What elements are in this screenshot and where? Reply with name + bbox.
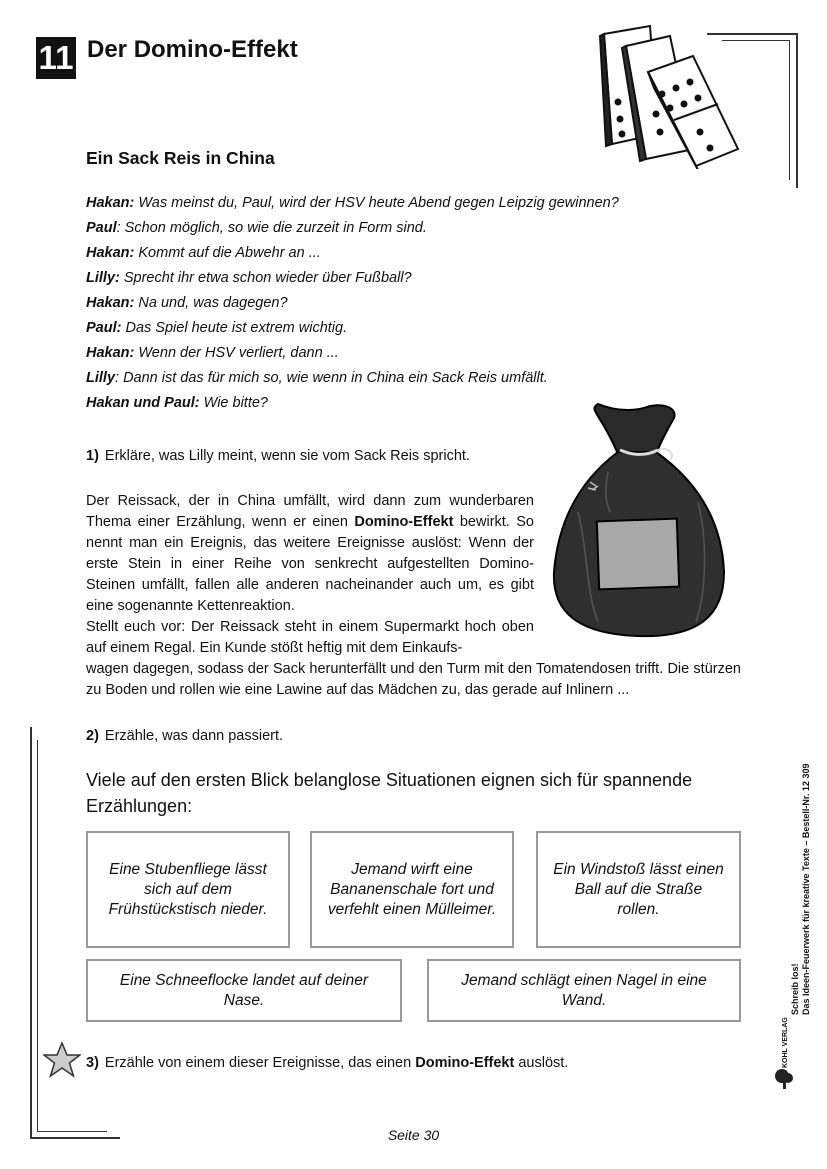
situation-box: Eine Stubenfliege lässt sich auf dem Frühstückstisch nieder. [86, 831, 290, 948]
paragraph-bold-term: Domino-Effekt [354, 514, 454, 530]
dialog-line [86, 368, 726, 393]
task-3-number: 3) [86, 1055, 99, 1071]
chapter-title: Der Domino-Effekt [87, 36, 298, 63]
dialog-text: : Dann ist das für mich so, wie wenn in China ein Sack Reis umfällt. [115, 370, 548, 386]
speaker: Hakan: [86, 345, 135, 361]
dialog-text: Was meinst du, Paul, wird der HSV heute Abend gegen Leipzig gewinnen? [134, 195, 619, 211]
task-1-number: 1) [86, 448, 99, 464]
frame-right-outer [796, 33, 798, 188]
situation-box: Ein Windstoß lässt einen Ball auf die Straße rollen. [536, 831, 741, 948]
task-3-bold-term: Domino-Effekt [415, 1055, 515, 1071]
book-title: Schreib los! [790, 963, 800, 1015]
task-1-text: Erkläre, was Lilly meint, wenn sie vom Sack Reis spricht. [104, 448, 470, 464]
chapter-number: 11 [36, 37, 76, 79]
paragraph-text: bewirkt. So nennt man ein Ereignis, das weitere Ereignisse auslöst: Wenn der erste Stein in einer Reihe von senkrecht aufgestellten Domino-Steinen umfällt, fallen alle anderen nacheinander auch um, es gibt eine sogenannte Kettenreaktion. [86, 514, 534, 614]
book-subtitle: Das Ideen-Feuerwerk für kreative Texte – Bestell-Nr. 12 309 [801, 763, 811, 1015]
paragraph-text: wagen dagegen, sodass der Sack herunterfällt und den Turm mit den Tomatendosen trifft. Die stürzen zu Boden und rollen wie eine Lawine auf das Mädchen zu, das gerade auf Inlinern ... [86, 661, 741, 698]
speaker: Hakan: [86, 195, 135, 211]
dialog-text: Na und, was dagegen? [134, 295, 288, 311]
task-3 [86, 1055, 568, 1071]
task-2-number: 2) [86, 728, 99, 744]
rice-sack-illustration [548, 402, 730, 642]
paragraph-text: Der Reissack, der in China umfällt, wird dann zum wunderbaren Thema einer Erzählung, wenn er einen [86, 493, 534, 530]
speaker: Lilly [86, 370, 116, 386]
task-2 [86, 728, 283, 744]
tree-logo-icon [772, 1068, 796, 1090]
dominoes-illustration [598, 24, 743, 169]
dialog-line [86, 193, 726, 218]
speaker: Paul [86, 220, 117, 236]
dialog-text: Das Spiel heute ist extrem wichtig. [121, 320, 348, 336]
publisher-logo [776, 1017, 798, 1090]
situation-box: Jemand schlägt einen Nagel in eine Wand. [427, 959, 741, 1022]
task-3-text-end: auslöst. [514, 1055, 569, 1071]
explanation-paragraph [86, 491, 534, 659]
publisher-name: KOHL VERLAG [782, 1017, 789, 1068]
speaker: Lilly: [86, 270, 120, 286]
dialog-text: Wenn der HSV verliert, dann ... [134, 345, 339, 361]
speaker: Hakan und Paul: [86, 395, 200, 411]
frame-left-outer [30, 727, 32, 1139]
dialog-text: : Schon möglich, so wie die zurzeit in Form sind. [116, 220, 427, 236]
situation-box: Eine Schneeflocke landet auf deiner Nase. [86, 959, 402, 1022]
dialog-line [86, 268, 726, 293]
frame-right-inner [789, 40, 790, 180]
task-2-text: Erzähle, was dann passiert. [104, 728, 284, 744]
dialog-list [86, 193, 726, 418]
speaker: Hakan: [86, 295, 135, 311]
dialog-line [86, 293, 726, 318]
dialog-text: Sprecht ihr etwa schon wieder über Fußball? [119, 270, 412, 286]
situations-intro: Viele auf den ersten Blick belanglose Situationen eignen sich für spannende Erzählungen: [86, 770, 693, 816]
dialog-text: Wie bitte? [199, 395, 268, 411]
dialog-text: Kommt auf die Abwehr an ... [134, 245, 321, 261]
frame-left-inner [37, 740, 38, 1132]
paragraph-text: Stellt euch vor: Der Reissack steht in einem Supermarkt hoch oben auf einem Regal. Ein Kunde stößt heftig mit dem Einkaufs- [86, 619, 534, 656]
task-1 [86, 448, 470, 464]
situation-box: Jemand wirft eine Bananenschale fort und verfehlt einen Mülleimer. [310, 831, 514, 948]
speaker: Hakan: [86, 245, 135, 261]
explanation-paragraph-continued [86, 659, 741, 701]
section-subtitle: Ein Sack Reis in China [86, 148, 275, 168]
star-icon [43, 1042, 81, 1078]
dialog-line [86, 343, 726, 368]
dialog-line [86, 318, 726, 343]
dialog-line [86, 218, 726, 243]
page-number: Seite 30 [387, 1127, 440, 1143]
side-credits [790, 715, 812, 1015]
dialog-line [86, 243, 726, 268]
speaker: Paul: [86, 320, 122, 336]
task-3-text: Erzähle von einem dieser Ereignisse, das einen [104, 1055, 416, 1071]
